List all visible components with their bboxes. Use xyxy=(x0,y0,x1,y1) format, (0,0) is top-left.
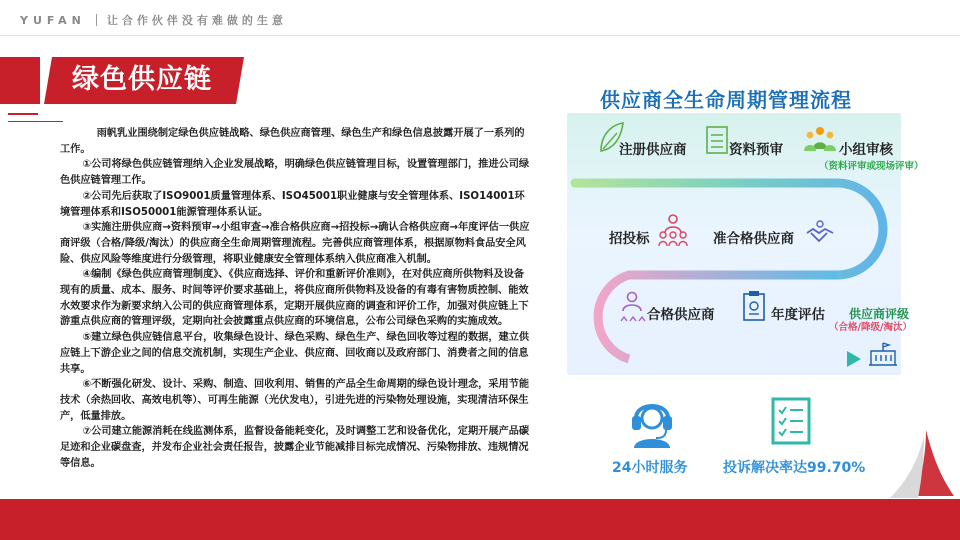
step-register: 注册供应商 xyxy=(619,142,687,158)
qualified-supplier-icon xyxy=(617,291,647,325)
paragraph-4: ④编制《绿色供应商管理制度》、《供应商选择、评价和重新评价准则》，在对供应商所供物料及设备现有的质量、成本、服务、时间等评价要求基础上，将供应商所供物料及设备的有毒有害物质控制、能效水效要求作为新要求纳入公司的供应商管理体系，定期开展供应商的调查和评价工作，加强对供应链上下游重点供应商的管理评级，定期向社会披露重点供应商的环境信息，公布公司绿色采购的实施成效。 xyxy=(60,269,529,328)
title-accent xyxy=(0,57,40,104)
brand-name: YUFAN xyxy=(20,13,86,27)
header-rule xyxy=(0,35,960,36)
title-underline-long xyxy=(8,121,63,122)
flow-diagram xyxy=(567,113,924,375)
sail-logo-icon xyxy=(888,426,960,506)
title-underline-short xyxy=(8,113,38,115)
paragraph-7: ⑦公司建立能源消耗在线监测体系，监督设备能耗变化，及时调整工艺和设备优化，定期开展产品碳足迹和企业碳盘查，并发布企业社会责任报告，披露企业节能减排目标完成情况、污染物排放、违规情况等信息。 xyxy=(60,426,530,469)
paragraph-6: ⑥不断强化研发、设计、采购、制造、回收利用、销售的产品全生命周期的绿色设计理念，采用节能技术（余热回收、高效电机等）、可再生能源（光伏发电），引进先进的污染物处理设施，实现清洁环保生产，低量排放。 xyxy=(60,379,530,422)
step-bidding: 招投标 xyxy=(609,231,650,247)
header-bar xyxy=(20,10,287,30)
paragraph-3: ③实施注册供应商→资料预审→小组审查→准合格供应商→招投标→确认合格供应商→年度评估一供应商评级（合格/降级/淘汰）的供应商全生命周期管理流程。完善供应商管理体系，根据原物料食品安全风险、供应风险等维度进行分级管理，将职业健康安全管理体系纳入供应商准入机制。 xyxy=(60,222,530,265)
rating-note: （合格/降级/淘汰） xyxy=(829,322,912,333)
checklist-icon xyxy=(705,125,729,155)
headset-icon xyxy=(630,392,674,448)
body-text xyxy=(60,126,532,471)
step-quasi-qualified: 准合格供应商 xyxy=(713,231,794,247)
bidding-group-icon xyxy=(657,213,689,247)
step-group-review: 小组审核 xyxy=(839,142,893,158)
footer-bar xyxy=(0,499,960,540)
header-divider xyxy=(96,14,97,26)
brand-slogan: 让合作伙伴没有难做的生意 xyxy=(106,14,287,27)
team-icon xyxy=(803,123,837,153)
step-qualified: 合格供应商 xyxy=(647,307,715,323)
handshake-icon xyxy=(805,219,835,249)
service-label: 24小时服务 xyxy=(612,460,688,476)
group-review-note: （资料评审或现场评审） xyxy=(819,161,924,172)
complaint-rate-label: 投诉解决率达99.70% xyxy=(723,460,866,476)
step-precheck: 资料预审 xyxy=(729,142,783,158)
flow-title: 供应商全生命周期管理流程 xyxy=(600,88,852,112)
checklist-clipboard-icon xyxy=(770,396,812,446)
paragraph-5: ⑤建立绿色供应链信息平台，收集绿色设计、绿色采购、绿色生产、绿色回收等过程的数据，建立供应链上下游企业之间的信息交流机制，实现生产企业、供应商、回收商以及政府部门、消费者之间的信息共享。 xyxy=(60,332,530,375)
step-annual-review: 年度评估 xyxy=(771,307,825,323)
page-title: 绿色供应链 xyxy=(72,64,212,95)
annual-report-icon xyxy=(741,291,767,323)
paragraph-2: ②公司先后获取了ISO9001质量管理体系、ISO45001职业健康与安全管理体系、ISO14001环境管理体系和ISO50001能源管理体系认证。 xyxy=(60,190,525,218)
paragraph-intro: 雨帆乳业围绕制定绿色供应链战略、绿色供应商管理、绿色生产和绿色信息披露开展了一系列的工作。 xyxy=(60,128,525,155)
paragraph-1: ①公司将绿色供应链管理纳入企业发展战略，明确绿色供应链管理目标，设置管理部门，推进公司绿色供应链管理工作。 xyxy=(60,159,530,187)
step-rating: 供应商评级 xyxy=(849,307,910,321)
